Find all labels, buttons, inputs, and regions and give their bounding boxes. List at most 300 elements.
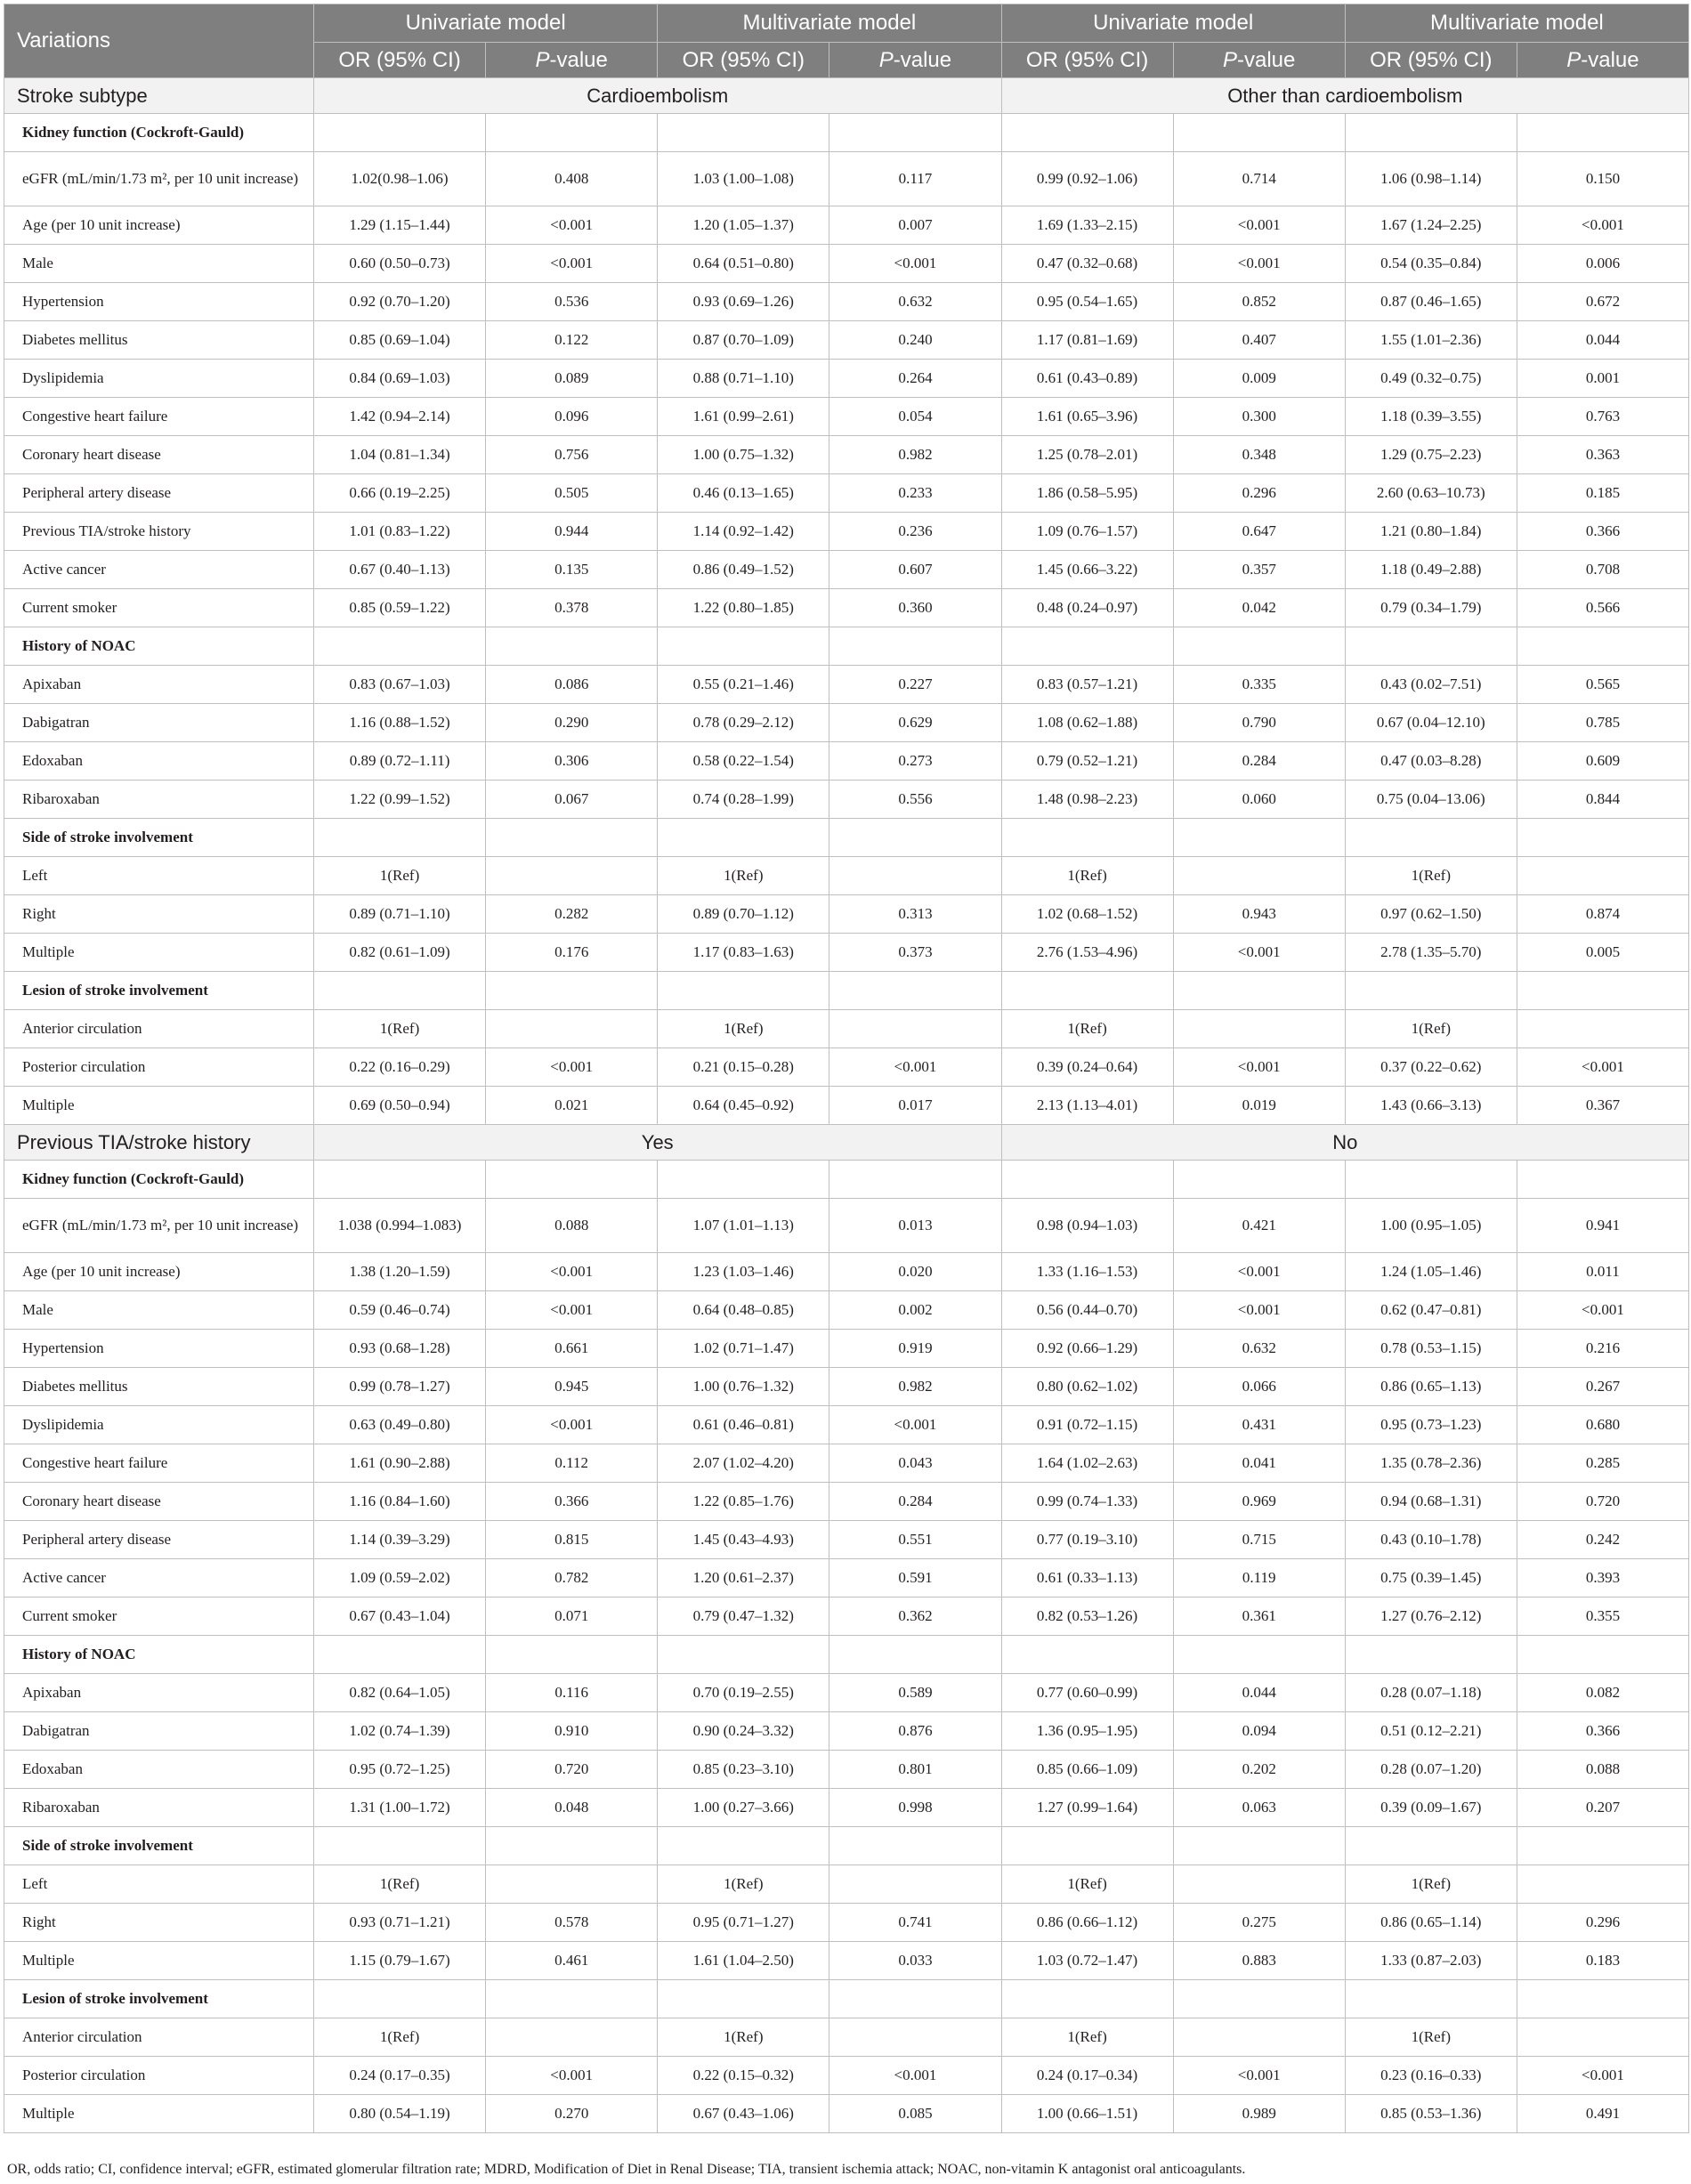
row-label: Hypertension <box>4 283 314 321</box>
p-value-cell: 0.785 <box>1517 704 1688 742</box>
p-value-cell: 0.096 <box>486 398 658 436</box>
or-ci-cell: 0.64 (0.45–0.92) <box>658 1087 829 1125</box>
or-ci-cell: 0.67 (0.43–1.04) <box>314 1598 486 1636</box>
p-value-cell: 0.122 <box>486 321 658 360</box>
or-ci-cell: 0.87 (0.70–1.09) <box>658 321 829 360</box>
empty-cell <box>486 972 658 1010</box>
or-ci-cell: 1.03 (0.72–1.47) <box>1001 1942 1173 1980</box>
or-ci-cell: 1(Ref) <box>658 857 829 895</box>
table-row <box>4 1904 1689 1942</box>
empty-cell <box>658 819 829 857</box>
empty-cell <box>1517 1980 1688 2018</box>
univariate-header-right: Univariate model <box>1001 4 1345 43</box>
p-value-cell: 0.150 <box>1517 152 1688 206</box>
or-ci-cell: 1.01 (0.83–1.22) <box>314 513 486 551</box>
p-value-cell: 0.720 <box>1517 1483 1688 1521</box>
or-ci-cell: 0.23 (0.16–0.33) <box>1345 2057 1517 2095</box>
section-label: Lesion of stroke involvement <box>4 1980 314 2018</box>
empty-cell <box>658 972 829 1010</box>
p-value-header: P-value <box>1173 43 1345 78</box>
p-value-cell: 0.296 <box>1517 1904 1688 1942</box>
p-value-cell: 0.714 <box>1173 152 1345 206</box>
p-value-cell: 0.943 <box>1173 895 1345 934</box>
p-value-cell: 0.216 <box>1517 1330 1688 1368</box>
group-left-title: Cardioembolism <box>314 78 1002 114</box>
table-row <box>4 666 1689 704</box>
or-ci-cell: 0.95 (0.71–1.27) <box>658 1904 829 1942</box>
row-label: Edoxaban <box>4 1751 314 1789</box>
p-value-cell: 0.006 <box>1517 245 1688 283</box>
empty-cell <box>1517 1827 1688 1865</box>
empty-cell <box>1517 972 1688 1010</box>
section-label: Lesion of stroke involvement <box>4 972 314 1010</box>
or-ci-cell: 0.78 (0.53–1.15) <box>1345 1330 1517 1368</box>
empty-cell <box>1345 1827 1517 1865</box>
section-row <box>4 1161 1689 1199</box>
p-value-cell: 0.355 <box>1517 1598 1688 1636</box>
or-ci-cell: 0.75 (0.04–13.06) <box>1345 781 1517 819</box>
or-ci-cell: 0.24 (0.17–0.34) <box>1001 2057 1173 2095</box>
or-ci-cell: 0.69 (0.50–0.94) <box>314 1087 486 1125</box>
empty-cell <box>1173 1827 1345 1865</box>
or-ci-cell: 0.54 (0.35–0.84) <box>1345 245 1517 283</box>
p-value-cell: 0.119 <box>1173 1559 1345 1598</box>
p-value-cell: 0.373 <box>829 934 1001 972</box>
p-value-cell <box>1517 857 1688 895</box>
or-ci-cell: 2.60 (0.63–10.73) <box>1345 474 1517 513</box>
row-label: Peripheral artery disease <box>4 1521 314 1559</box>
table-row <box>4 321 1689 360</box>
p-value-cell: 0.085 <box>829 2095 1001 2133</box>
table-row <box>4 206 1689 245</box>
or-ci-cell: 1.02(0.98–1.06) <box>314 152 486 206</box>
p-value-cell: <0.001 <box>1173 206 1345 245</box>
p-value-cell: 0.578 <box>486 1904 658 1942</box>
or-ci-cell: 2.78 (1.35–5.70) <box>1345 934 1517 972</box>
row-label: Congestive heart failure <box>4 398 314 436</box>
or-ci-cell: 0.46 (0.13–1.65) <box>658 474 829 513</box>
table-row <box>4 360 1689 398</box>
empty-cell <box>829 1636 1001 1674</box>
empty-cell <box>1001 114 1173 152</box>
p-value-cell: 0.591 <box>829 1559 1001 1598</box>
or-ci-cell: 1.55 (1.01–2.36) <box>1345 321 1517 360</box>
p-value-cell: 0.005 <box>1517 934 1688 972</box>
empty-cell <box>1345 1980 1517 2018</box>
empty-cell <box>314 972 486 1010</box>
group-header-row <box>4 78 1689 114</box>
or-ci-cell: 0.89 (0.71–1.10) <box>314 895 486 934</box>
or-ci-cell: 0.83 (0.67–1.03) <box>314 666 486 704</box>
or-ci-cell: 1.00 (0.76–1.32) <box>658 1368 829 1406</box>
or-ci-cell: 1.48 (0.98–2.23) <box>1001 781 1173 819</box>
or-ci-cell: 0.75 (0.39–1.45) <box>1345 1559 1517 1598</box>
p-value-cell: 0.969 <box>1173 1483 1345 1521</box>
p-value-cell: 0.366 <box>1517 1712 1688 1751</box>
empty-cell <box>829 1827 1001 1865</box>
or-ci-cell: 0.97 (0.62–1.50) <box>1345 895 1517 934</box>
or-ci-cell: 0.79 (0.47–1.32) <box>658 1598 829 1636</box>
or-ci-header: OR (95% CI) <box>314 43 486 78</box>
or-ci-header: OR (95% CI) <box>1345 43 1517 78</box>
empty-cell <box>658 1827 829 1865</box>
or-ci-cell: 1.23 (1.03–1.46) <box>658 1253 829 1291</box>
or-ci-cell: 0.56 (0.44–0.70) <box>1001 1291 1173 1330</box>
p-value-cell: 0.067 <box>486 781 658 819</box>
p-value-cell: 0.647 <box>1173 513 1345 551</box>
p-value-cell: 0.362 <box>829 1598 1001 1636</box>
or-ci-cell: 1.17 (0.81–1.69) <box>1001 321 1173 360</box>
p-value-cell: 0.461 <box>486 1942 658 1980</box>
table-row <box>4 1253 1689 1291</box>
table-body <box>4 78 1689 2133</box>
table-row <box>4 704 1689 742</box>
empty-cell <box>1001 627 1173 666</box>
row-label: Coronary heart disease <box>4 1483 314 1521</box>
p-value-cell: 0.019 <box>1173 1087 1345 1125</box>
row-label: Apixaban <box>4 666 314 704</box>
empty-cell <box>486 1827 658 1865</box>
empty-cell <box>1001 1827 1173 1865</box>
empty-cell <box>1517 819 1688 857</box>
table-row <box>4 1789 1689 1827</box>
section-row <box>4 114 1689 152</box>
p-value-cell: 0.998 <box>829 1789 1001 1827</box>
or-ci-cell: 0.39 (0.09–1.67) <box>1345 1789 1517 1827</box>
or-ci-cell: 0.91 (0.72–1.15) <box>1001 1406 1173 1444</box>
table-row <box>4 1521 1689 1559</box>
row-label: Dabigatran <box>4 704 314 742</box>
table-row <box>4 513 1689 551</box>
table-row <box>4 1087 1689 1125</box>
or-ci-cell: 1.18 (0.49–2.88) <box>1345 551 1517 589</box>
p-value-cell: 0.366 <box>1517 513 1688 551</box>
or-ci-cell: 1(Ref) <box>1001 857 1173 895</box>
p-value-cell <box>829 857 1001 895</box>
table-row <box>4 1048 1689 1087</box>
or-ci-cell: 0.59 (0.46–0.74) <box>314 1291 486 1330</box>
table-row <box>4 1942 1689 1980</box>
or-ci-cell: 1.02 (0.71–1.47) <box>658 1330 829 1368</box>
section-row <box>4 1827 1689 1865</box>
or-ci-cell: 1(Ref) <box>658 2018 829 2057</box>
or-ci-cell: 1(Ref) <box>314 2018 486 2057</box>
p-value-cell <box>486 857 658 895</box>
row-label: Peripheral artery disease <box>4 474 314 513</box>
p-value-cell <box>486 1865 658 1904</box>
empty-cell <box>829 819 1001 857</box>
table-row <box>4 1751 1689 1789</box>
p-value-cell: 0.708 <box>1517 551 1688 589</box>
group-right-title: No <box>1001 1125 1689 1161</box>
table-row <box>4 2057 1689 2095</box>
table-row <box>4 2018 1689 2057</box>
empty-cell <box>1001 1636 1173 1674</box>
table-row <box>4 1559 1689 1598</box>
p-value-cell <box>1517 2018 1688 2057</box>
or-ci-cell: 0.94 (0.68–1.31) <box>1345 1483 1517 1521</box>
p-value-cell: 0.094 <box>1173 1712 1345 1751</box>
p-value-cell: 0.378 <box>486 589 658 627</box>
or-ci-cell: 0.51 (0.12–2.21) <box>1345 1712 1517 1751</box>
row-label: Posterior circulation <box>4 2057 314 2095</box>
p-value-cell: <0.001 <box>486 1291 658 1330</box>
or-ci-cell: 0.99 (0.92–1.06) <box>1001 152 1173 206</box>
group-label: Stroke subtype <box>4 78 314 114</box>
empty-cell <box>486 627 658 666</box>
p-value-cell: 0.551 <box>829 1521 1001 1559</box>
p-value-cell: 0.176 <box>486 934 658 972</box>
row-label: eGFR (mL/min/1.73 m², per 10 unit increase) <box>4 152 314 206</box>
or-ci-header: OR (95% CI) <box>1001 43 1173 78</box>
footnote: OR, odds ratio; CI, confidence interval; eGFR, estimated glomerular filtration rate; MDRD, Modification of Diet in Renal Disease; TIA, transient ischemia attack; NOAC, non-vitamin K antagonist oral anticoagulants. <box>7 2162 1246 2177</box>
empty-cell <box>1345 1161 1517 1199</box>
or-ci-cell: 1.45 (0.43–4.93) <box>658 1521 829 1559</box>
or-ci-cell: 1.09 (0.59–2.02) <box>314 1559 486 1598</box>
p-value-cell: 0.815 <box>486 1521 658 1559</box>
or-ci-cell: 1.15 (0.79–1.67) <box>314 1942 486 1980</box>
p-value-cell: 0.054 <box>829 398 1001 436</box>
or-ci-cell: 0.43 (0.10–1.78) <box>1345 1521 1517 1559</box>
table-row <box>4 742 1689 781</box>
p-value-cell: 0.285 <box>1517 1444 1688 1483</box>
or-ci-cell: 0.64 (0.48–0.85) <box>658 1291 829 1330</box>
row-label: Coronary heart disease <box>4 436 314 474</box>
or-ci-cell: 0.90 (0.24–3.32) <box>658 1712 829 1751</box>
row-label: Dabigatran <box>4 1712 314 1751</box>
p-value-cell: 0.044 <box>1173 1674 1345 1712</box>
row-label: Active cancer <box>4 1559 314 1598</box>
p-value-cell: 0.782 <box>486 1559 658 1598</box>
p-value-cell: 0.033 <box>829 1942 1001 1980</box>
empty-cell <box>314 627 486 666</box>
p-value-cell: 0.088 <box>1517 1751 1688 1789</box>
or-ci-cell: 0.78 (0.29–2.12) <box>658 704 829 742</box>
empty-cell <box>1345 972 1517 1010</box>
p-value-cell: 0.048 <box>486 1789 658 1827</box>
or-ci-cell: 1.00 (0.95–1.05) <box>1345 1199 1517 1253</box>
p-value-cell: 0.609 <box>1517 742 1688 781</box>
p-value-cell: 0.982 <box>829 1368 1001 1406</box>
or-ci-cell: 0.21 (0.15–0.28) <box>658 1048 829 1087</box>
or-ci-cell: 0.37 (0.22–0.62) <box>1345 1048 1517 1087</box>
table-row <box>4 1330 1689 1368</box>
or-ci-cell: 0.85 (0.23–3.10) <box>658 1751 829 1789</box>
or-ci-cell: 0.22 (0.15–0.32) <box>658 2057 829 2095</box>
group-right-title: Other than cardioembolism <box>1001 78 1689 114</box>
or-ci-cell: 1.27 (0.99–1.64) <box>1001 1789 1173 1827</box>
empty-cell <box>1001 1161 1173 1199</box>
empty-cell <box>1173 627 1345 666</box>
p-value-cell: <0.001 <box>829 245 1001 283</box>
p-value-cell: 0.185 <box>1517 474 1688 513</box>
or-ci-cell: 1.36 (0.95–1.95) <box>1001 1712 1173 1751</box>
row-label: Current smoker <box>4 1598 314 1636</box>
p-value-cell: 0.240 <box>829 321 1001 360</box>
or-ci-cell: 0.86 (0.66–1.12) <box>1001 1904 1173 1942</box>
univariate-header-left: Univariate model <box>314 4 658 43</box>
section-row <box>4 972 1689 1010</box>
p-value-cell: <0.001 <box>486 206 658 245</box>
p-value-cell: <0.001 <box>1517 1048 1688 1087</box>
empty-cell <box>486 1636 658 1674</box>
p-value-cell: 0.607 <box>829 551 1001 589</box>
row-label: Dyslipidemia <box>4 1406 314 1444</box>
or-ci-cell: 1.38 (1.20–1.59) <box>314 1253 486 1291</box>
table-row <box>4 1444 1689 1483</box>
p-value-cell: 0.306 <box>486 742 658 781</box>
or-ci-cell: 0.64 (0.51–0.80) <box>658 245 829 283</box>
or-ci-cell: 0.58 (0.22–1.54) <box>658 742 829 781</box>
empty-cell <box>1001 819 1173 857</box>
p-value-cell: 0.720 <box>486 1751 658 1789</box>
or-ci-cell: 0.67 (0.43–1.06) <box>658 2095 829 2133</box>
p-value-cell: 0.041 <box>1173 1444 1345 1483</box>
p-value-cell: 0.408 <box>486 152 658 206</box>
or-ci-cell: 0.82 (0.61–1.09) <box>314 934 486 972</box>
p-value-cell: 0.273 <box>829 742 1001 781</box>
section-row <box>4 627 1689 666</box>
row-label: Active cancer <box>4 551 314 589</box>
or-ci-cell: 1(Ref) <box>1001 1010 1173 1048</box>
section-label: History of NOAC <box>4 1636 314 1674</box>
table-row <box>4 1199 1689 1253</box>
p-value-cell: 0.661 <box>486 1330 658 1368</box>
or-ci-cell: 0.99 (0.78–1.27) <box>314 1368 486 1406</box>
or-ci-cell: 1.33 (1.16–1.53) <box>1001 1253 1173 1291</box>
p-value-cell: <0.001 <box>1173 245 1345 283</box>
or-ci-cell: 1.14 (0.39–3.29) <box>314 1521 486 1559</box>
row-label: Diabetes mellitus <box>4 321 314 360</box>
p-value-cell: <0.001 <box>486 245 658 283</box>
or-ci-cell: 0.84 (0.69–1.03) <box>314 360 486 398</box>
p-value-cell: 0.407 <box>1173 321 1345 360</box>
p-value-header: P-value <box>1517 43 1688 78</box>
p-value-cell: 0.043 <box>829 1444 1001 1483</box>
p-value-cell: 0.042 <box>1173 589 1345 627</box>
empty-cell <box>1173 972 1345 1010</box>
section-label: Kidney function (Cockroft-Gauld) <box>4 114 314 152</box>
section-label: Side of stroke involvement <box>4 819 314 857</box>
or-ci-cell: 0.47 (0.03–8.28) <box>1345 742 1517 781</box>
p-value-cell: 0.629 <box>829 704 1001 742</box>
p-value-cell: 0.632 <box>829 283 1001 321</box>
group-header-row <box>4 1125 1689 1161</box>
table-row <box>4 895 1689 934</box>
p-value-cell: 0.565 <box>1517 666 1688 704</box>
p-value-cell: 0.941 <box>1517 1199 1688 1253</box>
table-row <box>4 934 1689 972</box>
row-label: Congestive heart failure <box>4 1444 314 1483</box>
p-value-cell: 0.082 <box>1517 1674 1688 1712</box>
or-ci-cell: 0.89 (0.70–1.12) <box>658 895 829 934</box>
p-value-cell: 0.361 <box>1173 1598 1345 1636</box>
or-ci-cell: 1.21 (0.80–1.84) <box>1345 513 1517 551</box>
row-label: Multiple <box>4 1942 314 1980</box>
p-value-cell: 0.883 <box>1173 1942 1345 1980</box>
p-value-cell: 0.017 <box>829 1087 1001 1125</box>
row-label: Current smoker <box>4 589 314 627</box>
multivariate-header-left: Multivariate model <box>658 4 1001 43</box>
section-row <box>4 1636 1689 1674</box>
empty-cell <box>486 1980 658 2018</box>
or-ci-cell: 1.29 (1.15–1.44) <box>314 206 486 245</box>
empty-cell <box>486 819 658 857</box>
row-label: Posterior circulation <box>4 1048 314 1087</box>
or-ci-cell: 0.85 (0.69–1.04) <box>314 321 486 360</box>
or-ci-cell: 0.83 (0.57–1.21) <box>1001 666 1173 704</box>
or-ci-cell: 0.24 (0.17–0.35) <box>314 2057 486 2095</box>
p-value-cell: 0.202 <box>1173 1751 1345 1789</box>
or-ci-cell: 1.33 (0.87–2.03) <box>1345 1942 1517 1980</box>
empty-cell <box>1345 114 1517 152</box>
empty-cell <box>1345 819 1517 857</box>
or-ci-cell: 0.62 (0.47–0.81) <box>1345 1291 1517 1330</box>
row-label: Anterior circulation <box>4 1010 314 1048</box>
or-ci-cell: 0.92 (0.70–1.20) <box>314 283 486 321</box>
or-ci-cell: 1.61 (0.65–3.96) <box>1001 398 1173 436</box>
table-row <box>4 283 1689 321</box>
p-value-cell: 0.207 <box>1517 1789 1688 1827</box>
empty-cell <box>1345 1636 1517 1674</box>
empty-cell <box>1517 1636 1688 1674</box>
or-ci-cell: 0.79 (0.52–1.21) <box>1001 742 1173 781</box>
or-ci-cell: 1(Ref) <box>1345 2018 1517 2057</box>
or-ci-cell: 1.22 (0.85–1.76) <box>658 1483 829 1521</box>
p-value-cell: 0.236 <box>829 513 1001 551</box>
p-value-cell: 0.002 <box>829 1291 1001 1330</box>
p-value-cell: 0.491 <box>1517 2095 1688 2133</box>
table-row <box>4 1368 1689 1406</box>
or-ci-cell: 1(Ref) <box>314 1865 486 1904</box>
empty-cell <box>1517 1161 1688 1199</box>
or-ci-cell: 1.09 (0.76–1.57) <box>1001 513 1173 551</box>
p-value-cell: 0.763 <box>1517 398 1688 436</box>
empty-cell <box>658 114 829 152</box>
p-value-cell: 0.536 <box>486 283 658 321</box>
or-ci-cell: 1.67 (1.24–2.25) <box>1345 206 1517 245</box>
or-ci-cell: 0.93 (0.71–1.21) <box>314 1904 486 1942</box>
or-ci-cell: 0.63 (0.49–0.80) <box>314 1406 486 1444</box>
table-row <box>4 474 1689 513</box>
p-value-cell: 0.944 <box>486 513 658 551</box>
or-ci-cell: 1.22 (0.99–1.52) <box>314 781 486 819</box>
p-value-cell: 0.009 <box>1173 360 1345 398</box>
row-label: Diabetes mellitus <box>4 1368 314 1406</box>
or-ci-cell: 0.74 (0.28–1.99) <box>658 781 829 819</box>
p-value-cell: <0.001 <box>1517 2057 1688 2095</box>
p-value-cell <box>829 2018 1001 2057</box>
empty-cell <box>829 1980 1001 2018</box>
p-value-cell: 0.275 <box>1173 1904 1345 1942</box>
empty-cell <box>658 627 829 666</box>
p-value-cell: 0.135 <box>486 551 658 589</box>
row-label: Left <box>4 1865 314 1904</box>
p-value-cell: 0.284 <box>829 1483 1001 1521</box>
or-ci-cell: 0.86 (0.49–1.52) <box>658 551 829 589</box>
p-value-cell: 0.021 <box>486 1087 658 1125</box>
p-value-cell: 0.589 <box>829 1674 1001 1712</box>
empty-cell <box>1345 627 1517 666</box>
empty-cell <box>1173 819 1345 857</box>
p-value-cell: 0.071 <box>486 1598 658 1636</box>
or-ci-cell: 0.67 (0.04–12.10) <box>1345 704 1517 742</box>
section-label: History of NOAC <box>4 627 314 666</box>
p-value-cell <box>1517 1865 1688 1904</box>
or-ci-cell: 0.60 (0.50–0.73) <box>314 245 486 283</box>
p-value-cell: 0.063 <box>1173 1789 1345 1827</box>
p-value-cell: 0.089 <box>486 360 658 398</box>
